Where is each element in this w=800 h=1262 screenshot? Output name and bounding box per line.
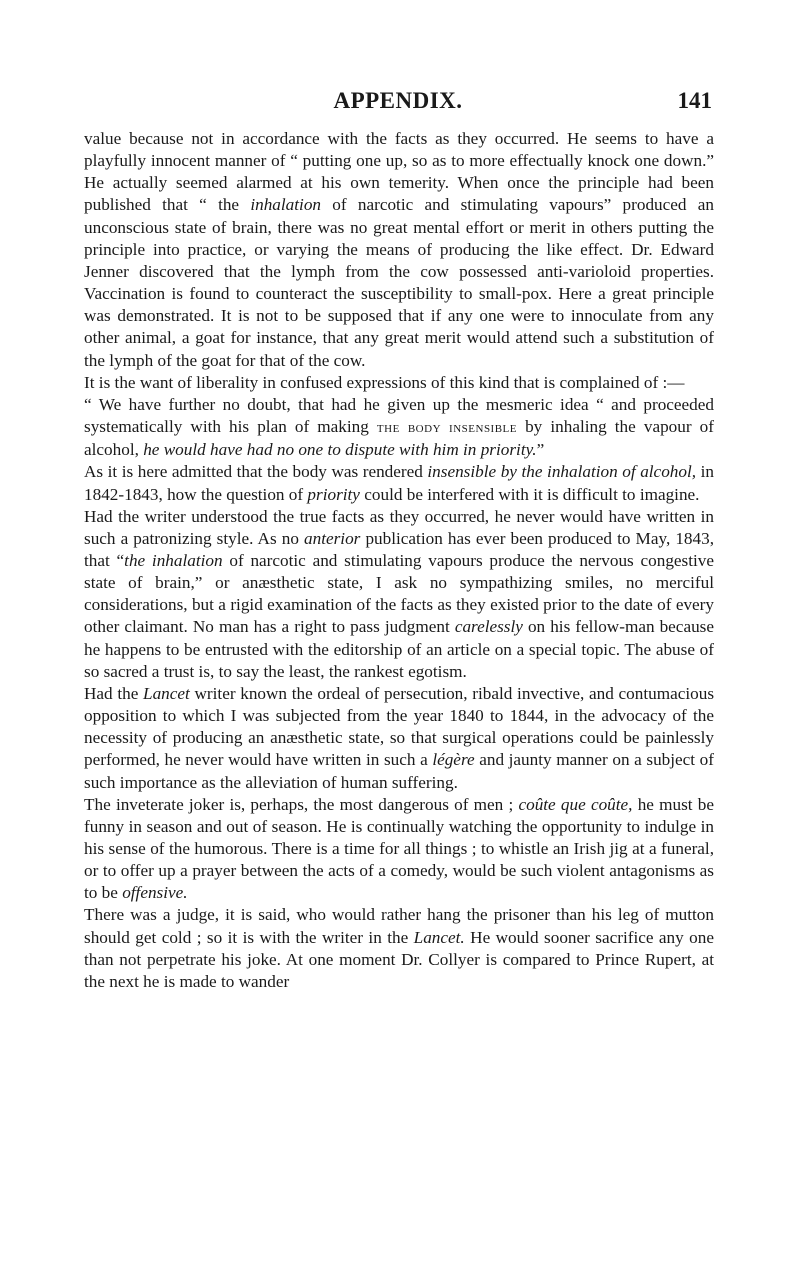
- text-run: Had the writer understood the true facts as they occurred, he never would have written in such a patronizing style. As no: [84, 506, 714, 548]
- text-run: could be interfered with it is difficult to imagine.: [359, 484, 700, 504]
- paragraph: [84, 461, 714, 505]
- italic-text: Lancet: [143, 683, 190, 703]
- text-run: and jaunty manner on a subject of such importance as the alleviation of human suffering.: [84, 750, 714, 792]
- italic-text: carelessly: [454, 617, 523, 637]
- italic-text: anterior: [304, 528, 361, 548]
- paragraph: [84, 372, 714, 394]
- text-run: in 1842-1843, how the question of: [84, 462, 714, 504]
- page-number: 141: [677, 88, 712, 113]
- paragraph: [84, 683, 714, 794]
- text-run: He would sooner sacrifice any one than not perpetrate his joke. At one moment Dr. Collyer is compared to Prince Rupert, at the next he is made to wander: [84, 927, 714, 991]
- page-header: [84, 88, 712, 118]
- text-run: publication has ever been produced to May, 1843, that “: [84, 528, 714, 570]
- small-caps-text: the body insensible: [376, 420, 517, 437]
- text-run: “ We have further no doubt, that had he given up the mesmeric idea “ and proceeded systematically with his plan of making: [84, 394, 714, 437]
- text-run: ”: [536, 440, 545, 460]
- text-run: of narcotic and stimulating vapours produce the nervous congestive state of brain,” or anæsthetic state, I ask no sympathizing smiles, no merciful considerations, but a rigid examination of the facts as they existed prior to the date of every other claimant. No man has a right to pass judgment: [84, 550, 714, 637]
- text-run: on his fellow-man because he happens to be entrusted with the editorship of an article on a special topic. The abuse of so sacred a trust is, to say the least, the rankest egotism.: [84, 617, 714, 681]
- paragraph: [84, 128, 714, 372]
- text-run: value because not in accordance with the facts as they occurred. He seems to have a playfully innocent manner of “ putting one up, so as to more effectually knock one down.” He actually seemed alarmed at his own temerity. When once the principle had been published that “ the: [84, 129, 714, 215]
- text-run: Had the: [84, 683, 144, 703]
- body-text: [84, 128, 714, 993]
- text-run: As it is here admitted that the body was rendered: [84, 462, 428, 482]
- italic-text: priority: [307, 484, 360, 504]
- italic-text: légère: [432, 750, 475, 770]
- italic-text: Lancet.: [413, 927, 465, 947]
- italic-text: insensible by the inhalation of alcohol,: [427, 462, 697, 482]
- text-run: The inveterate joker is, perhaps, the most dangerous of men ;: [84, 794, 519, 814]
- italic-text: inhalation: [250, 195, 322, 215]
- text-run: writer known the ordeal of persecution, ribald invective, and contumacious opposition to which I was subjected from the year 1840 to 1844, in the advocacy of the necessity of producing an anæsthetic state, so that surgical operations could be painlessly performed, he never would have written in such a: [84, 683, 715, 770]
- italic-text: he would have had no one to dispute with him in priority.: [143, 440, 537, 460]
- running-title: APPENDIX.: [333, 88, 463, 113]
- paragraph: [84, 394, 714, 461]
- italic-text: the inhalation: [124, 550, 223, 570]
- text-run: There was a judge, it is said, who would rather hang the prisoner than his leg of mutton should get cold ; so it is with the writer in the: [84, 905, 714, 947]
- italic-text: offensive.: [122, 883, 188, 903]
- paragraph: [84, 904, 714, 993]
- italic-text: coûte que coûte,: [518, 794, 633, 814]
- text-run: of narcotic and stimulating vapours” produced an unconscious state of brain, there was no great mental effort or merit in others putting the principle into practice, or varying the means of producing the like effect. Dr. Edward Jenner discovered that the lymph from the cow possessed anti-varioloid properties. Vaccination is found to counteract the susceptibility to small-pox. Here a great principle was demonstrated. It is not to be supposed that if any one were to innoculate from any other animal, a goat for instance, that any great merit would attend such a substitution of the lymph of the goat for that of the cow.: [84, 195, 714, 370]
- paragraph: [84, 506, 714, 683]
- text-run: he must be funny in season and out of season. He is continually watching the opportunity to indulge in his sense of the humorous. There is a time for all things ; to whistle an Irish jig at a funeral, or to offer up a prayer between the acts of a comedy, would be such violent antagonisms as to be: [84, 794, 714, 903]
- text-run: by inhaling the vapour of alcohol,: [84, 417, 714, 460]
- text-run: It is the want of liberality in confused expressions of this kind that is complained of :—: [84, 372, 685, 392]
- paragraph: [84, 794, 714, 905]
